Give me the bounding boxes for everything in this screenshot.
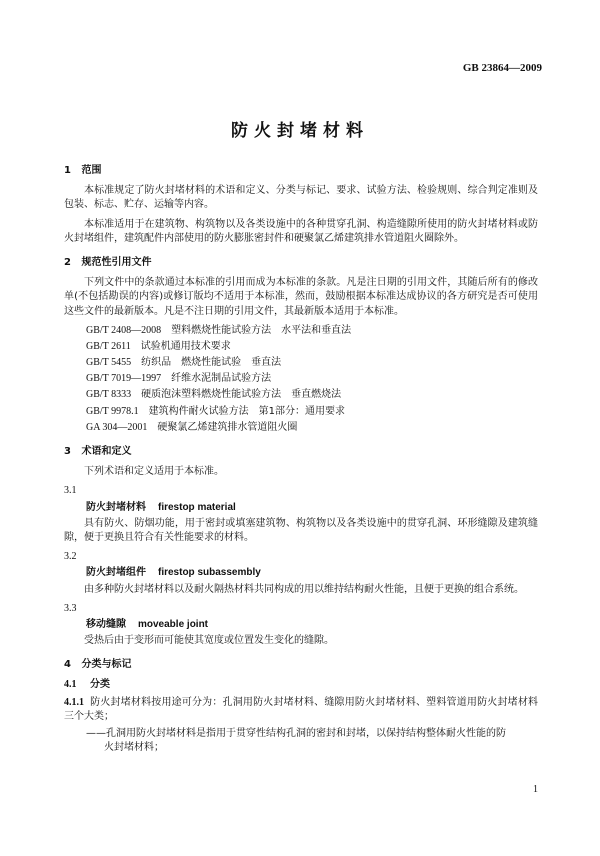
term-definition: 具有防火、防烟功能，用于密封或填塞建筑物、构筑物以及各类设施中的贯穿孔洞、环形缝隙及建筑缝隙，便于更换且符合有关性能要求的材料。 xyxy=(64,517,538,543)
reference-item: GB/T 7019—1997 纤维水泥制品试验方法 xyxy=(86,373,272,385)
clause-4-1-1: 4.1.1 防火封堵材料按用途可分为：孔洞用防火封堵材料、缝隙用防火封堵材料、塑料管道用防火封堵材料三个大类； xyxy=(64,696,538,722)
reference-item: GB/T 2611 试验机通用技术要求 xyxy=(86,340,231,352)
dash-list-item: ——孔洞用防火封堵材料是指用于贯穿性结构孔洞的密封和封堵，以保持结构整体耐火性能的防 火封堵材料； xyxy=(86,728,506,754)
term-number: 3.1 xyxy=(64,485,77,497)
subsection-heading: 4.1 分类 xyxy=(64,679,110,691)
reference-item: GB/T 5455 纺织品 燃烧性能试验 垂直法 xyxy=(86,357,282,369)
reference-item: GB/T 2408—2008 塑料燃烧性能试验方法 水平法和垂直法 xyxy=(86,324,352,336)
section-heading-4: 4 分类与标记 xyxy=(64,659,132,671)
term-title: 防火封堵组件 firestop subassembly xyxy=(86,567,261,579)
document-body xyxy=(64,164,538,758)
section-heading-1: 1 范围 xyxy=(64,165,102,176)
document-title: 防火封堵材料 xyxy=(231,121,369,141)
term-title: 防火封堵材料 firestop material xyxy=(86,501,236,513)
reference-item: GA 304—2001 硬聚氯乙烯建筑排水管道阻火圈 xyxy=(86,421,298,433)
reference-item: GB/T 8333 硬质泡沫塑料燃烧性能试验方法 垂直燃烧法 xyxy=(86,389,342,401)
section-heading-2: 2 规范性引用文件 xyxy=(64,256,152,268)
page-number: 1 xyxy=(533,784,538,795)
term-title: 移动缝隙 moveable joint xyxy=(86,618,209,630)
term-definition: 由多种防火封堵材料以及耐火隔热材料共同构成的用以维持结构耐火性能，且便于更换的组合系统。 xyxy=(84,583,524,595)
term-number: 3.2 xyxy=(64,551,77,563)
section-3-paragraph-1: 下列术语和定义适用于本标准。 xyxy=(84,466,224,478)
section-heading-3: 3 术语和定义 xyxy=(64,446,132,457)
reference-item: GB/T 9978.1 建筑构件耐火试验方法 第1部分：通用要求 xyxy=(86,405,345,417)
section-1-paragraph-2: 本标准适用于在建筑物、构筑物以及各类设施中的各种贯穿孔洞、构造缝隙所使用的防火封堵材料或防火封堵组件，建筑配件内部使用的防火膨胀密封件和硬聚氯乙烯建筑排水管道阻火圈除外。 xyxy=(64,218,538,244)
standard-number: GB 23864—2009 xyxy=(462,62,542,74)
term-number: 3.3 xyxy=(64,602,77,614)
section-1-paragraph-1: 本标准规定了防火封堵材料的术语和定义、分类与标记、要求、试验方法、检验规则、综合判定准则及包装、标志、贮存、运输等内容。 xyxy=(64,185,538,211)
term-definition: 受热后由于变形而可能使其宽度或位置发生变化的缝隙。 xyxy=(84,635,334,647)
section-2-paragraph-1: 下列文件中的条款通过本标准的引用而成为本标准的条款。凡是注日期的引用文件，其随后所有的修改单(不包括勘误的内容)或修订版均不适用于本标准，然而，鼓励根据本标准达成协议的各方研究是否可使用这些文件的最新版本。凡是不注日期的引用文件，其最新版本适用于本标准。 xyxy=(64,277,538,317)
